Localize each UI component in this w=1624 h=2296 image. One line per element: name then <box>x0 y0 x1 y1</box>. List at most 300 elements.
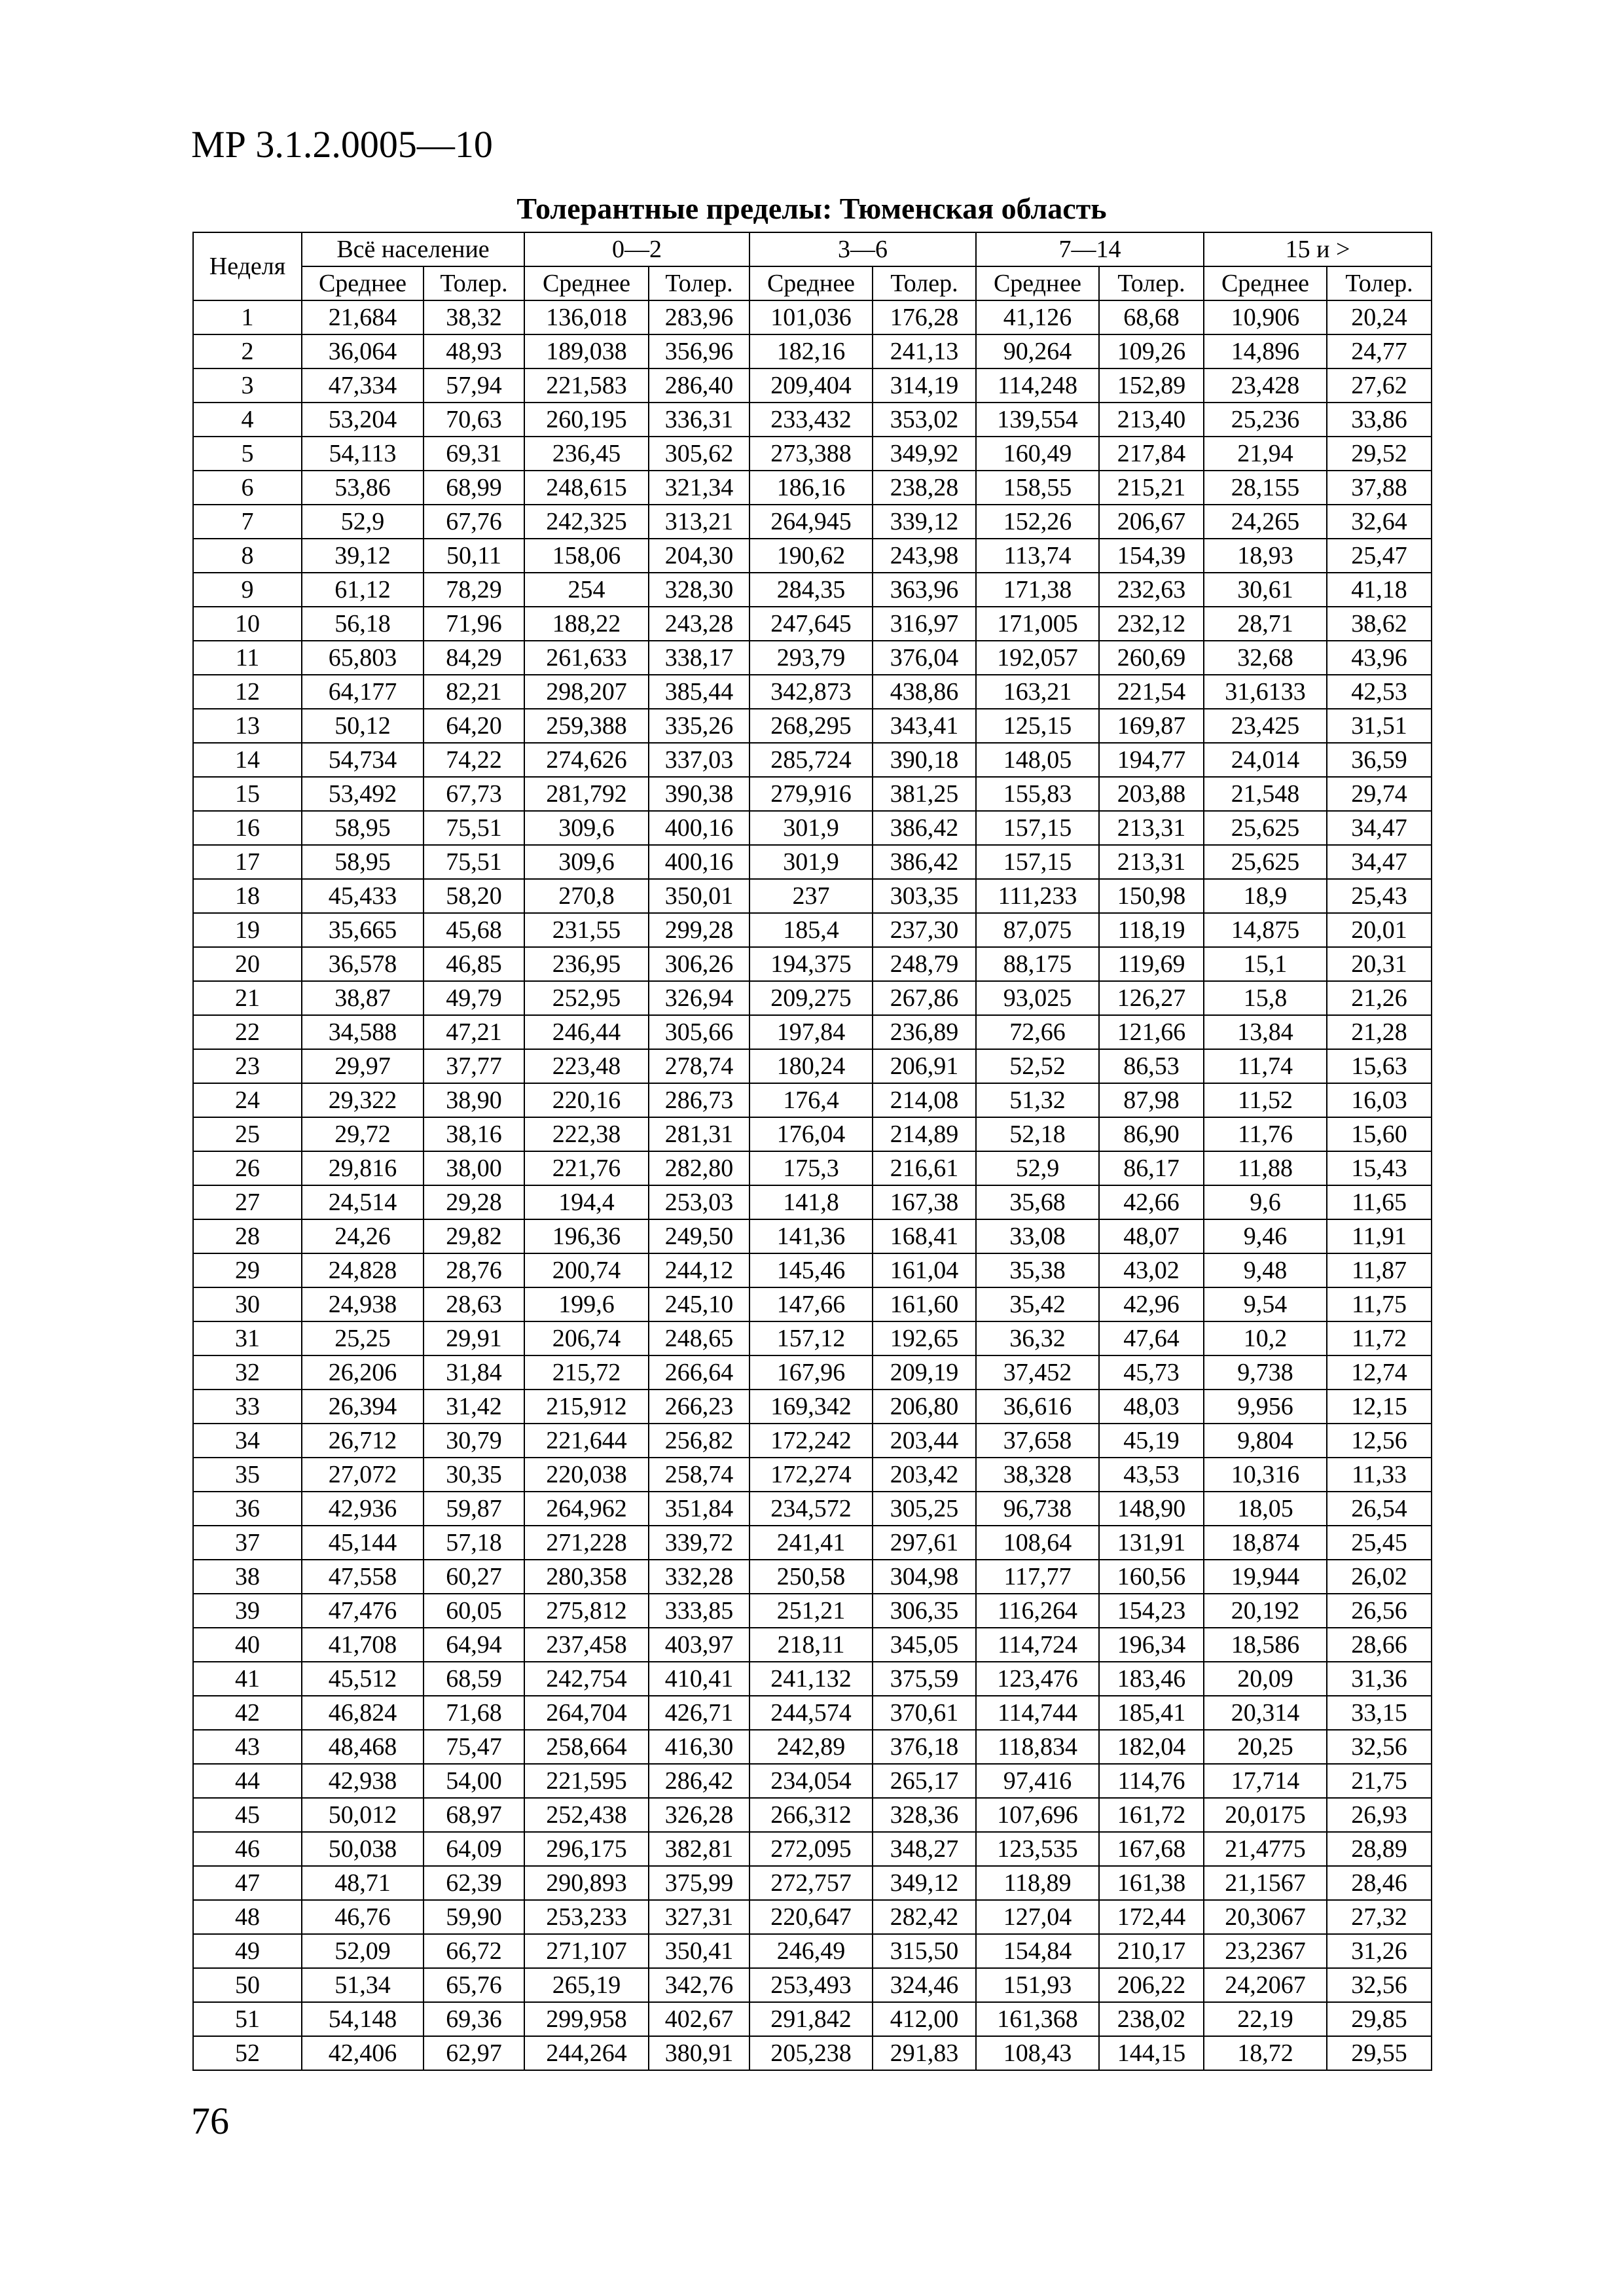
value-cell: 264,945 <box>749 505 873 539</box>
value-cell: 11,74 <box>1204 1049 1327 1083</box>
table-row <box>193 947 1432 981</box>
value-cell: 283,96 <box>649 300 749 334</box>
week-cell: 52 <box>193 2036 302 2070</box>
value-cell: 171,38 <box>976 573 1099 607</box>
sub-header-mean: Среднее <box>749 266 873 300</box>
value-cell: 48,93 <box>424 334 524 368</box>
value-cell: 291,842 <box>749 2002 873 2036</box>
value-cell: 69,36 <box>424 2002 524 2036</box>
value-cell: 247,645 <box>749 607 873 641</box>
value-cell: 326,28 <box>649 1798 749 1832</box>
value-cell: 148,90 <box>1099 1492 1204 1526</box>
value-cell: 65,76 <box>424 1968 524 2002</box>
value-cell: 38,328 <box>976 1458 1099 1492</box>
value-cell: 75,51 <box>424 811 524 845</box>
value-cell: 252,438 <box>524 1798 649 1832</box>
week-cell: 28 <box>193 1219 302 1253</box>
week-cell: 48 <box>193 1900 302 1934</box>
value-cell: 20,314 <box>1204 1696 1327 1730</box>
value-cell: 121,66 <box>1099 1015 1204 1049</box>
value-cell: 35,68 <box>976 1185 1099 1219</box>
value-cell: 15,43 <box>1327 1151 1432 1185</box>
value-cell: 37,452 <box>976 1355 1099 1390</box>
value-cell: 11,91 <box>1327 1219 1432 1253</box>
value-cell: 46,824 <box>302 1696 424 1730</box>
value-cell: 28,89 <box>1327 1832 1432 1866</box>
value-cell: 220,038 <box>524 1458 649 1492</box>
value-cell: 31,84 <box>424 1355 524 1390</box>
week-cell: 16 <box>193 811 302 845</box>
value-cell: 12,15 <box>1327 1390 1432 1424</box>
week-cell: 42 <box>193 1696 302 1730</box>
value-cell: 15,63 <box>1327 1049 1432 1083</box>
value-cell: 35,38 <box>976 1253 1099 1287</box>
value-cell: 86,53 <box>1099 1049 1204 1083</box>
value-cell: 270,8 <box>524 879 649 913</box>
value-cell: 237 <box>749 879 873 913</box>
sub-header-tolerance: Толер. <box>1099 266 1204 300</box>
table-row <box>193 1560 1432 1594</box>
value-cell: 53,492 <box>302 777 424 811</box>
value-cell: 271,228 <box>524 1526 649 1560</box>
value-cell: 338,17 <box>649 641 749 675</box>
value-cell: 301,9 <box>749 845 873 879</box>
week-column-header: Неделя <box>193 232 302 300</box>
value-cell: 233,432 <box>749 403 873 437</box>
value-cell: 68,68 <box>1099 300 1204 334</box>
value-cell: 246,44 <box>524 1015 649 1049</box>
value-cell: 161,368 <box>976 2002 1099 2036</box>
value-cell: 339,72 <box>649 1526 749 1560</box>
value-cell: 286,73 <box>649 1083 749 1117</box>
value-cell: 108,64 <box>976 1526 1099 1560</box>
group-header-7-14: 7—14 <box>976 232 1204 266</box>
value-cell: 172,242 <box>749 1424 873 1458</box>
value-cell: 118,89 <box>976 1866 1099 1900</box>
table-row <box>193 437 1432 471</box>
value-cell: 172,274 <box>749 1458 873 1492</box>
value-cell: 36,616 <box>976 1390 1099 1424</box>
value-cell: 284,35 <box>749 573 873 607</box>
value-cell: 272,757 <box>749 1866 873 1900</box>
value-cell: 64,94 <box>424 1628 524 1662</box>
value-cell: 167,68 <box>1099 1832 1204 1866</box>
value-cell: 260,69 <box>1099 641 1204 675</box>
value-cell: 157,15 <box>976 845 1099 879</box>
value-cell: 299,958 <box>524 2002 649 2036</box>
value-cell: 38,16 <box>424 1117 524 1151</box>
value-cell: 267,86 <box>873 981 976 1015</box>
week-cell: 35 <box>193 1458 302 1492</box>
value-cell: 117,77 <box>976 1560 1099 1594</box>
value-cell: 65,803 <box>302 641 424 675</box>
group-header-15-plus: 15 и > <box>1204 232 1432 266</box>
value-cell: 175,3 <box>749 1151 873 1185</box>
value-cell: 58,95 <box>302 845 424 879</box>
value-cell: 290,893 <box>524 1866 649 1900</box>
value-cell: 237,458 <box>524 1628 649 1662</box>
value-cell: 26,712 <box>302 1424 424 1458</box>
value-cell: 152,89 <box>1099 368 1204 403</box>
value-cell: 32,64 <box>1327 505 1432 539</box>
value-cell: 27,072 <box>302 1458 424 1492</box>
week-cell: 17 <box>193 845 302 879</box>
value-cell: 57,18 <box>424 1526 524 1560</box>
week-cell: 33 <box>193 1390 302 1424</box>
value-cell: 75,47 <box>424 1730 524 1764</box>
value-cell: 141,8 <box>749 1185 873 1219</box>
value-cell: 327,31 <box>649 1900 749 1934</box>
value-cell: 356,96 <box>649 334 749 368</box>
value-cell: 258,74 <box>649 1458 749 1492</box>
value-cell: 25,25 <box>302 1321 424 1355</box>
value-cell: 11,52 <box>1204 1083 1327 1117</box>
value-cell: 412,00 <box>873 2002 976 2036</box>
value-cell: 161,38 <box>1099 1866 1204 1900</box>
week-cell: 27 <box>193 1185 302 1219</box>
value-cell: 9,6 <box>1204 1185 1327 1219</box>
value-cell: 68,59 <box>424 1662 524 1696</box>
value-cell: 32,56 <box>1327 1968 1432 2002</box>
value-cell: 376,18 <box>873 1730 976 1764</box>
value-cell: 50,038 <box>302 1832 424 1866</box>
value-cell: 29,91 <box>424 1321 524 1355</box>
value-cell: 74,22 <box>424 743 524 777</box>
value-cell: 386,42 <box>873 811 976 845</box>
value-cell: 42,53 <box>1327 675 1432 709</box>
value-cell: 236,89 <box>873 1015 976 1049</box>
value-cell: 220,647 <box>749 1900 873 1934</box>
value-cell: 25,625 <box>1204 845 1327 879</box>
value-cell: 254 <box>524 573 649 607</box>
value-cell: 241,13 <box>873 334 976 368</box>
value-cell: 305,66 <box>649 1015 749 1049</box>
week-cell: 45 <box>193 1798 302 1832</box>
value-cell: 14,896 <box>1204 334 1327 368</box>
value-cell: 342,873 <box>749 675 873 709</box>
value-cell: 18,874 <box>1204 1526 1327 1560</box>
value-cell: 147,66 <box>749 1287 873 1321</box>
value-cell: 343,41 <box>873 709 976 743</box>
value-cell: 29,74 <box>1327 777 1432 811</box>
value-cell: 215,72 <box>524 1355 649 1390</box>
value-cell: 78,29 <box>424 573 524 607</box>
value-cell: 22,19 <box>1204 2002 1327 2036</box>
value-cell: 24,014 <box>1204 743 1327 777</box>
value-cell: 11,88 <box>1204 1151 1327 1185</box>
value-cell: 210,17 <box>1099 1934 1204 1968</box>
value-cell: 382,81 <box>649 1832 749 1866</box>
value-cell: 169,87 <box>1099 709 1204 743</box>
value-cell: 56,18 <box>302 607 424 641</box>
value-cell: 14,875 <box>1204 913 1327 947</box>
value-cell: 49,79 <box>424 981 524 1015</box>
value-cell: 42,96 <box>1099 1287 1204 1321</box>
value-cell: 29,52 <box>1327 437 1432 471</box>
value-cell: 390,18 <box>873 743 976 777</box>
week-cell: 38 <box>193 1560 302 1594</box>
week-cell: 32 <box>193 1355 302 1390</box>
value-cell: 69,31 <box>424 437 524 471</box>
value-cell: 321,34 <box>649 471 749 505</box>
value-cell: 154,39 <box>1099 539 1204 573</box>
value-cell: 266,23 <box>649 1390 749 1424</box>
table-row <box>193 1049 1432 1083</box>
value-cell: 351,84 <box>649 1492 749 1526</box>
value-cell: 46,85 <box>424 947 524 981</box>
value-cell: 20,09 <box>1204 1662 1327 1696</box>
value-cell: 68,97 <box>424 1798 524 1832</box>
value-cell: 20,24 <box>1327 300 1432 334</box>
value-cell: 10,316 <box>1204 1458 1327 1492</box>
value-cell: 38,00 <box>424 1151 524 1185</box>
value-cell: 60,05 <box>424 1594 524 1628</box>
value-cell: 204,30 <box>649 539 749 573</box>
value-cell: 258,664 <box>524 1730 649 1764</box>
value-cell: 194,375 <box>749 947 873 981</box>
group-header-3-6: 3—6 <box>749 232 976 266</box>
value-cell: 109,26 <box>1099 334 1204 368</box>
value-cell: 238,02 <box>1099 2002 1204 2036</box>
value-cell: 50,012 <box>302 1798 424 1832</box>
value-cell: 19,944 <box>1204 1560 1327 1594</box>
week-cell: 25 <box>193 1117 302 1151</box>
value-cell: 285,724 <box>749 743 873 777</box>
week-cell: 8 <box>193 539 302 573</box>
value-cell: 28,71 <box>1204 607 1327 641</box>
value-cell: 50,12 <box>302 709 424 743</box>
week-cell: 21 <box>193 981 302 1015</box>
table-row <box>193 1083 1432 1117</box>
value-cell: 108,43 <box>976 2036 1099 2070</box>
value-cell: 221,644 <box>524 1424 649 1458</box>
value-cell: 221,76 <box>524 1151 649 1185</box>
value-cell: 87,075 <box>976 913 1099 947</box>
value-cell: 43,53 <box>1099 1458 1204 1492</box>
value-cell: 42,936 <box>302 1492 424 1526</box>
value-cell: 24,938 <box>302 1287 424 1321</box>
table-row <box>193 300 1432 334</box>
week-cell: 23 <box>193 1049 302 1083</box>
value-cell: 54,734 <box>302 743 424 777</box>
value-cell: 248,79 <box>873 947 976 981</box>
table-row <box>193 1696 1432 1730</box>
value-cell: 154,23 <box>1099 1594 1204 1628</box>
sub-header-mean: Среднее <box>1204 266 1327 300</box>
week-cell: 37 <box>193 1526 302 1560</box>
value-cell: 25,236 <box>1204 403 1327 437</box>
value-cell: 243,98 <box>873 539 976 573</box>
value-cell: 118,834 <box>976 1730 1099 1764</box>
table-row <box>193 505 1432 539</box>
value-cell: 152,26 <box>976 505 1099 539</box>
value-cell: 18,9 <box>1204 879 1327 913</box>
table-row <box>193 811 1432 845</box>
value-cell: 231,55 <box>524 913 649 947</box>
value-cell: 123,535 <box>976 1832 1099 1866</box>
value-cell: 218,11 <box>749 1628 873 1662</box>
group-header-0-2: 0—2 <box>524 232 749 266</box>
week-cell: 41 <box>193 1662 302 1696</box>
value-cell: 47,64 <box>1099 1321 1204 1355</box>
table-row <box>193 743 1432 777</box>
table-row <box>193 675 1432 709</box>
value-cell: 157,15 <box>976 811 1099 845</box>
value-cell: 131,91 <box>1099 1526 1204 1560</box>
value-cell: 282,42 <box>873 1900 976 1934</box>
value-cell: 31,51 <box>1327 709 1432 743</box>
value-cell: 243,28 <box>649 607 749 641</box>
value-cell: 167,96 <box>749 1355 873 1390</box>
sub-header-tolerance: Толер. <box>873 266 976 300</box>
value-cell: 34,47 <box>1327 845 1432 879</box>
value-cell: 390,38 <box>649 777 749 811</box>
value-cell: 58,95 <box>302 811 424 845</box>
value-cell: 272,095 <box>749 1832 873 1866</box>
value-cell: 26,394 <box>302 1390 424 1424</box>
value-cell: 47,334 <box>302 368 424 403</box>
value-cell: 185,41 <box>1099 1696 1204 1730</box>
value-cell: 51,32 <box>976 1083 1099 1117</box>
value-cell: 45,512 <box>302 1662 424 1696</box>
value-cell: 42,938 <box>302 1764 424 1798</box>
value-cell: 253,233 <box>524 1900 649 1934</box>
value-cell: 25,45 <box>1327 1526 1432 1560</box>
table-row <box>193 1219 1432 1253</box>
value-cell: 248,615 <box>524 471 649 505</box>
value-cell: 190,62 <box>749 539 873 573</box>
week-cell: 4 <box>193 403 302 437</box>
value-cell: 315,50 <box>873 1934 976 1968</box>
value-cell: 38,62 <box>1327 607 1432 641</box>
value-cell: 197,84 <box>749 1015 873 1049</box>
value-cell: 45,144 <box>302 1526 424 1560</box>
table-row <box>193 1151 1432 1185</box>
value-cell: 9,54 <box>1204 1287 1327 1321</box>
week-cell: 39 <box>193 1594 302 1628</box>
value-cell: 370,61 <box>873 1696 976 1730</box>
value-cell: 189,038 <box>524 334 649 368</box>
value-cell: 57,94 <box>424 368 524 403</box>
value-cell: 12,74 <box>1327 1355 1432 1390</box>
table-row <box>193 1730 1432 1764</box>
value-cell: 32,56 <box>1327 1730 1432 1764</box>
value-cell: 192,057 <box>976 641 1099 675</box>
value-cell: 278,74 <box>649 1049 749 1083</box>
value-cell: 375,59 <box>873 1662 976 1696</box>
value-cell: 18,05 <box>1204 1492 1327 1526</box>
value-cell: 286,42 <box>649 1764 749 1798</box>
value-cell: 305,25 <box>873 1492 976 1526</box>
value-cell: 38,90 <box>424 1083 524 1117</box>
value-cell: 50,11 <box>424 539 524 573</box>
value-cell: 45,73 <box>1099 1355 1204 1390</box>
value-cell: 158,06 <box>524 539 649 573</box>
table-row <box>193 1968 1432 2002</box>
table-row <box>193 1355 1432 1390</box>
value-cell: 42,406 <box>302 2036 424 2070</box>
value-cell: 236,45 <box>524 437 649 471</box>
value-cell: 249,50 <box>649 1219 749 1253</box>
value-cell: 53,86 <box>302 471 424 505</box>
value-cell: 209,275 <box>749 981 873 1015</box>
value-cell: 20,01 <box>1327 913 1432 947</box>
value-cell: 248,65 <box>649 1321 749 1355</box>
value-cell: 101,036 <box>749 300 873 334</box>
value-cell: 24,828 <box>302 1253 424 1287</box>
week-cell: 22 <box>193 1015 302 1049</box>
value-cell: 26,93 <box>1327 1798 1432 1832</box>
value-cell: 176,04 <box>749 1117 873 1151</box>
value-cell: 169,342 <box>749 1390 873 1424</box>
table-row <box>193 1492 1432 1526</box>
value-cell: 324,46 <box>873 1968 976 2002</box>
value-cell: 82,21 <box>424 675 524 709</box>
value-cell: 185,4 <box>749 913 873 947</box>
value-cell: 306,26 <box>649 947 749 981</box>
value-cell: 42,66 <box>1099 1185 1204 1219</box>
value-cell: 70,63 <box>424 403 524 437</box>
value-cell: 52,9 <box>976 1151 1099 1185</box>
value-cell: 234,054 <box>749 1764 873 1798</box>
value-cell: 400,16 <box>649 811 749 845</box>
value-cell: 20,31 <box>1327 947 1432 981</box>
value-cell: 26,56 <box>1327 1594 1432 1628</box>
value-cell: 29,816 <box>302 1151 424 1185</box>
value-cell: 222,38 <box>524 1117 649 1151</box>
value-cell: 274,626 <box>524 743 649 777</box>
value-cell: 107,696 <box>976 1798 1099 1832</box>
value-cell: 29,85 <box>1327 2002 1432 2036</box>
value-cell: 350,41 <box>649 1934 749 1968</box>
value-cell: 241,132 <box>749 1662 873 1696</box>
value-cell: 194,77 <box>1099 743 1204 777</box>
value-cell: 20,3067 <box>1204 1900 1327 1934</box>
value-cell: 139,554 <box>976 403 1099 437</box>
table-row <box>193 368 1432 403</box>
value-cell: 9,738 <box>1204 1355 1327 1390</box>
value-cell: 15,60 <box>1327 1117 1432 1151</box>
value-cell: 31,42 <box>424 1390 524 1424</box>
table-row <box>193 1185 1432 1219</box>
table-row <box>193 1798 1432 1832</box>
value-cell: 209,404 <box>749 368 873 403</box>
value-cell: 268,295 <box>749 709 873 743</box>
table-row <box>193 1424 1432 1458</box>
value-cell: 157,12 <box>749 1321 873 1355</box>
value-cell: 266,312 <box>749 1798 873 1832</box>
value-cell: 20,0175 <box>1204 1798 1327 1832</box>
value-cell: 221,583 <box>524 368 649 403</box>
value-cell: 286,40 <box>649 368 749 403</box>
value-cell: 51,34 <box>302 1968 424 2002</box>
value-cell: 10,2 <box>1204 1321 1327 1355</box>
week-cell: 50 <box>193 1968 302 2002</box>
value-cell: 45,68 <box>424 913 524 947</box>
value-cell: 46,76 <box>302 1900 424 1934</box>
week-cell: 19 <box>193 913 302 947</box>
table-row <box>193 1321 1432 1355</box>
table-row <box>193 777 1432 811</box>
value-cell: 281,31 <box>649 1117 749 1151</box>
value-cell: 23,425 <box>1204 709 1327 743</box>
value-cell: 245,10 <box>649 1287 749 1321</box>
value-cell: 67,73 <box>424 777 524 811</box>
value-cell: 217,84 <box>1099 437 1204 471</box>
value-cell: 111,233 <box>976 879 1099 913</box>
value-cell: 24,514 <box>302 1185 424 1219</box>
value-cell: 15,8 <box>1204 981 1327 1015</box>
